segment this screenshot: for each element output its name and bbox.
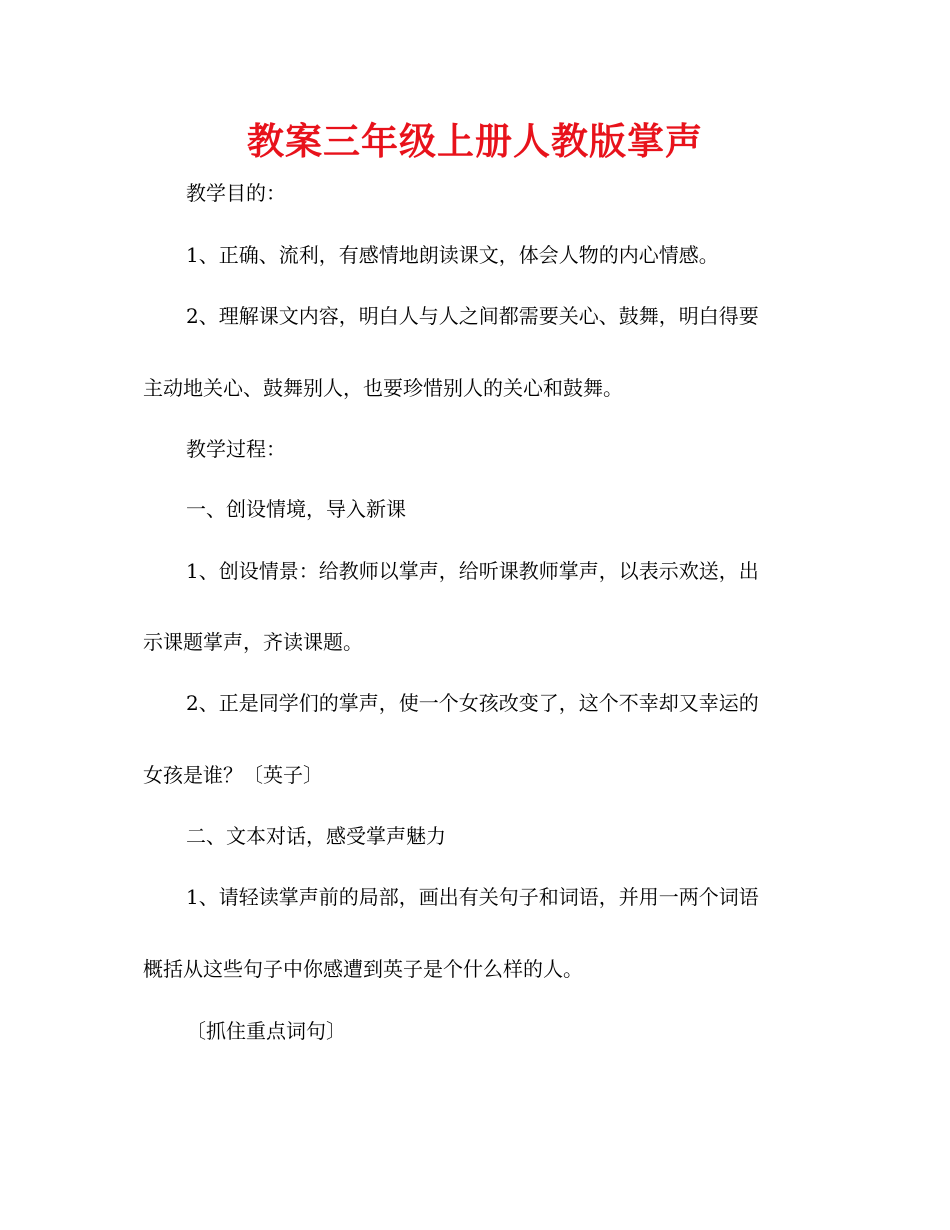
paragraph-line: 1、创设情景：给教师以掌声，给听课教师掌声，以表示欢送，出	[186, 559, 759, 583]
paragraph-line: 1、请轻读掌声前的局部，画出有关句子和词语，并用一两个词语	[186, 885, 759, 909]
paragraph-line: 概括从这些句子中你感遭到英子是个什么样的人。	[143, 957, 583, 981]
paragraph-line: 教学目的：	[186, 181, 286, 205]
document-title: 教案三年级上册人教版掌声	[247, 120, 703, 163]
paragraph-line: 一、创设情境，导入新课	[186, 497, 406, 521]
paragraph-line: 教学过程：	[186, 437, 286, 461]
paragraph-line: 二、文本对话，感受掌声魅力	[186, 824, 446, 848]
paragraph-line: 2、理解课文内容，明白人与人之间都需要关心、鼓舞，明白得要	[186, 304, 759, 328]
paragraph-line: 2、正是同学们的掌声，使一个女孩改变了，这个不幸却又幸运的	[186, 691, 759, 715]
paragraph-line: 1、正确、流利，有感情地朗读课文，体会人物的内心情感。	[186, 243, 719, 267]
paragraph-line: 〔抓住重点词句〕	[186, 1019, 346, 1043]
paragraph-line: 示课题掌声，齐读课题。	[143, 630, 363, 654]
paragraph-line: 女孩是谁？〔英子〕	[143, 763, 323, 787]
paragraph-line: 主动地关心、鼓舞别人，也要珍惜别人的关心和鼓舞。	[143, 376, 623, 400]
